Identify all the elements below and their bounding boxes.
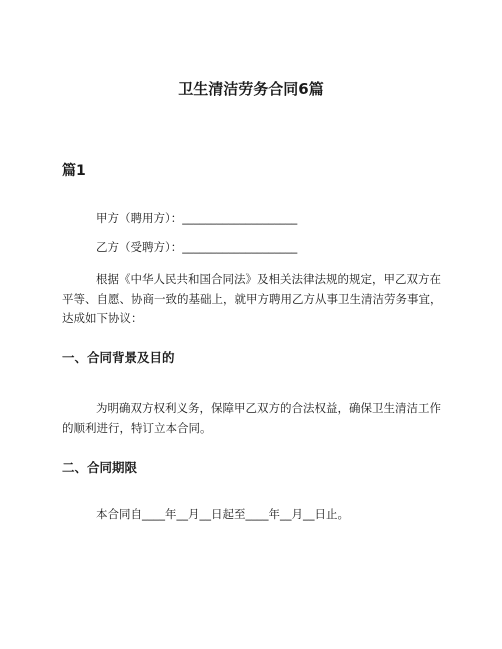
intro-paragraph: 根据《中华人民共和国合同法》及相关法律法规的规定，甲乙双方在平等、自愿、协商一致的基础上，就甲方聘用乙方从事卫生清洁劳务事宜，达成如下协议：	[62, 272, 442, 325]
section-2-heading: 二、合同期限	[62, 460, 138, 475]
part-heading: 篇1	[62, 163, 86, 179]
document-title: 卫生清洁劳务合同6篇	[178, 80, 324, 98]
section-1-heading: 一、合同背景及目的	[62, 350, 175, 365]
party-b-line: 乙方（受聘方）：____________________	[96, 240, 298, 254]
party-a-line: 甲方（聘用方）：____________________	[96, 211, 298, 225]
contract-term-line: 本合同自____年__月__日起至____年__月__日止。	[96, 507, 349, 521]
section-1-paragraph: 为明确双方权利义务，保障甲乙双方的合法权益，确保卫生清洁工作的顺利进行，特订立本合同。	[62, 401, 441, 435]
